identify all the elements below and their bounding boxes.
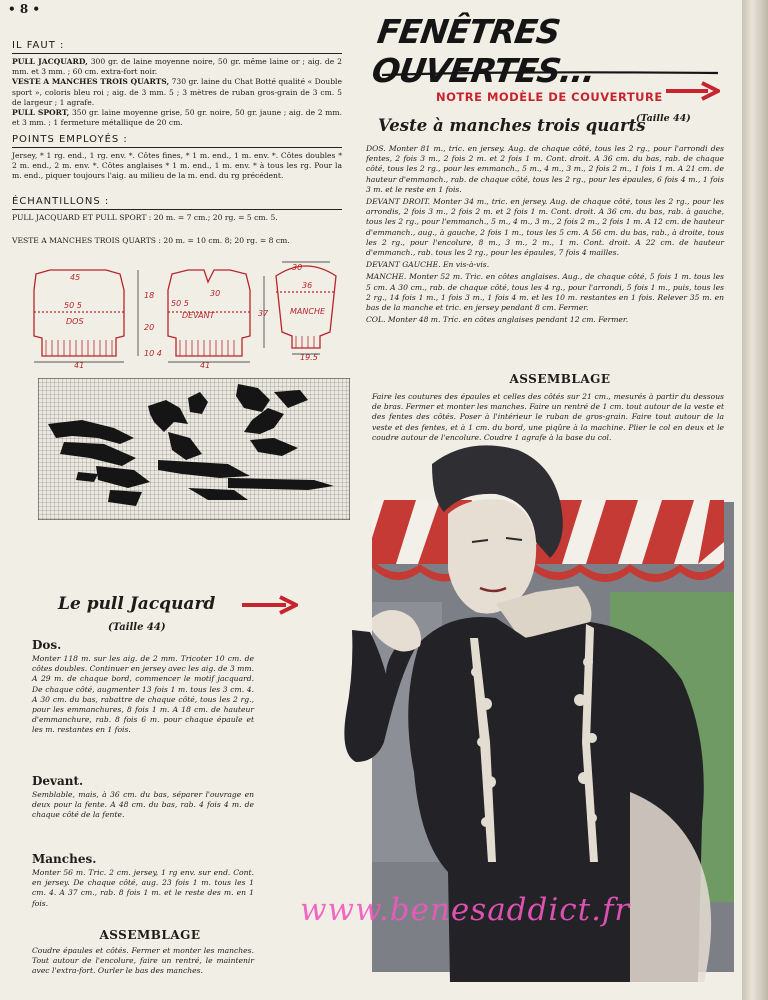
veste-title: Veste à manches trois quarts	[378, 116, 646, 135]
divider	[12, 53, 342, 54]
veste-dos: DOS. Monter 81 m., tric. en jersey. Aug. de chaque côté, tous les 2 rg., pour l'arrondi des fentes, 2 fois 3 m., 2 fois 2 m. et 2 fois 1 m. Cont. droit. A 36 cm. du bas, rab. de chaque côté, tous les 2 rg., pour les emmanch., 5 m., 4 m., 3 m., 2 fois 2 m., 1 fois 1 m. A 21 cm. de hauteur d'emmanch., rab. de chaque côté, tous les 2 rg., pour les épaules, 6 fois 4 m., 1 fois 3 m. et le reste en 1 fois.	[366, 144, 724, 194]
divider	[12, 147, 342, 148]
arrow-icon	[240, 594, 298, 616]
echantillons-line-1: PULL JACQUARD ET PULL SPORT : 20 m. = 7 cm.; 20 rg. = 5 cm. 5.	[12, 213, 278, 222]
page-edge	[742, 0, 768, 1000]
pull-devant-text: Semblable, mais, à 36 cm. du bas, séparer l'ouvrage en deux pour la fente. A 48 cm. du bas, rab. 4 fois 4 m. de chaque côté de la fente.	[32, 790, 254, 820]
schematic-labels	[64, 263, 326, 370]
veste-instructions	[366, 144, 724, 325]
echantillons-line-2: VESTE A MANCHES TROIS QUARTS : 20 m. = 10 cm. 8; 20 rg. = 8 cm.	[12, 236, 290, 245]
dim-label: 50 5	[64, 301, 82, 310]
dos-label: DOS	[66, 317, 84, 326]
dim-label: 30	[210, 289, 221, 298]
veste-devant-droit: DEVANT DROIT. Monter 34 m., tric. en jersey. Aug. de chaque côté, tous les 2 rg., pour les arrondis, 2 fois 3 m., 2 fois 2 m. et 2 fois 1 m. Cont. droit. A 36 cm. du bas, rab. à gauche, tous les 2 rg., pour l'emmanch., 5 m., 4 m., 3 m., 2 fois 2 m., 2 fois 1 m. A 12 cm. de hauteur d'emmanch., aug., à gauche, 2 fois 1 m., tous les 5 cm. A 56 cm. du bas, rab., à droite, tous les 2 rg., pour l'encolure, 8 m., 3 m., 2 m., 1 m. Cont. droit. A 22 cm. de hauteur d'emmanch., rab. tous les 2 rg., pour les épaules, 7 fois 4 mailles.	[366, 197, 724, 258]
pull-dos-heading: Dos.	[32, 638, 62, 652]
points-text: Jersey, * 1 rg. end., 1 rg. env. *. Côtes fines, * 1 m. end., 1 m. env. *. Côtes doubles * 2 m. end., 2 m. env. *. Côtes anglaises * 1 m. end., 1 m. env. * à tous les rg. Pour la m. end., piquer toujours l'aig. au milieu de la m. end. du rg précédent.	[12, 151, 342, 181]
devant-label: DEVANT	[182, 311, 215, 320]
page-title: FENÊTRES OUVERTES...	[369, 12, 598, 90]
arrow-icon	[664, 80, 720, 102]
rib-hatching	[46, 336, 314, 356]
title-underline	[380, 70, 720, 78]
dim-label: 45	[70, 273, 81, 282]
pull-taille: (Taille 44)	[108, 622, 166, 633]
il-faut-item	[12, 77, 342, 108]
item-name: PULL SPORT,	[12, 108, 70, 118]
veste-devant-gauche: DEVANT GAUCHE. En vis-à-vis.	[366, 260, 490, 270]
pull-dos-text: Monter 118 m. sur les aig. de 2 mm. Tricoter 10 cm. de côtes doubles. Continuer en jersey avec les aig. de 3 mm. A 29 m. de chaque bord, commencer le motif jacquard. De chaque côté, augmenter 13 fois 1 m. tous les 3 cm. 4. A 30 cm. du bas, rabattre de chaque côté, tous les 2 rg., pour les emmanchures, 8 fois 1 m. A 18 cm. de hauteur d'emmanchure, rab. 8 fois 6 m. pour chaque épaule et les m. restantes en 1 fois.	[32, 654, 254, 735]
pull-manches-text: Monter 56 m. Tric. 2 cm. jersey, 1 rg env. sur end. Cont. en jersey. De chaque côté, aug. 23 fois 1 m. tous les 1 cm. 4. A 37 cm., rab. 8 fois 1 m. et le reste des m. en 1 fois.	[32, 868, 254, 908]
pull-title: Le pull Jacquard	[58, 594, 216, 614]
dim-label: 37	[258, 309, 269, 318]
item-name: VESTE A MANCHES TROIS QUARTS,	[12, 77, 170, 87]
points-heading: POINTS EMPLOYÉS :	[12, 134, 128, 145]
item-text: 300 gr. de laine moyenne noire, 50 gr. même laine or ; aig. de 2 mm. et 3 mm. ; 60 cm. extra-fort noir.	[12, 57, 342, 77]
dim-label: 41	[200, 361, 211, 370]
page-number: • 8 •	[8, 2, 41, 16]
veste-assemblage-title: ASSEMBLAGE	[509, 372, 611, 386]
pattern-schematic	[20, 256, 350, 374]
veste-assemblage-text: Faire les coutures des épaules et celles des côtés sur 21 cm., mesurés à partir du dessous de bras. Fermer et monter les manches. Faire un rentré de 1 cm. tout autour de la veste et des fentes des côtés. Poser à l'intérieur le ruban de gros-grain. Faire tout autour de la veste et des fentes, et à 1 cm. du bord, une piqûre à la machine. Plier le col en deux et le coudre autour de l'encolure. Coudre 1 agrafe à la base du col.	[372, 392, 724, 442]
dim-label: 20	[144, 323, 155, 332]
dos-outline	[34, 270, 124, 356]
il-faut-list	[12, 57, 342, 128]
il-faut-item	[12, 57, 342, 77]
dim-label: 18	[144, 291, 155, 300]
dim-label: 50 5	[171, 299, 189, 308]
item-name: PULL JACQUARD,	[12, 57, 88, 66]
pull-devant-heading: Devant.	[32, 774, 84, 788]
cover-subtitle: NOTRE MODÈLE DE COUVERTURE	[436, 90, 663, 104]
dim-label: 30	[292, 263, 303, 272]
manche-label: MANCHE	[290, 307, 326, 316]
pull-manches-heading: Manches.	[32, 852, 97, 866]
veste-col: COL. Monter 48 m. Tric. en côtes anglaises pendant 12 cm. Fermer.	[366, 315, 629, 325]
il-faut-heading: IL FAUT :	[12, 40, 65, 51]
il-faut-item	[12, 108, 342, 128]
veste-manche: MANCHE. Monter 52 m. Tric. en côtes anglaises. Aug., de chaque côté, 5 fois 1 m. tous les 5 cm. A 30 cm., rab. de chaque côté, tous les 4 rg., pour l'arrondi, 5 fois 1 m., puis, tous les 2 rg., 14 fois 1 m., 1 fois 3 m., 1 fois 4 m. et les 10 m. restantes en 1 fois. Relever 35 m. en bas de la manche et tric. en jersey pendant 8 cm. Fermer.	[366, 272, 724, 313]
divider	[12, 209, 342, 210]
pull-assemblage-text: Coudre épaules et côtés. Fermer et monter les manches. Tout autour de l'encolure, faire un rentré, le maintenir avec l'extra-fort. Ourler le bas des manches.	[32, 946, 254, 976]
dim-label: 36	[302, 281, 313, 290]
echantillons-heading: ÉCHANTILLONS :	[12, 196, 110, 207]
dim-label: 10 4	[144, 349, 162, 358]
item-text: 730 gr. laine du Chat Botté qualité « Double sport », coloris bleu roi ; aig. de 3 mm. 5 ; 3 mètres de ruban gros-grain de 3 cm. 5 de largeur ; 1 agrafe.	[12, 77, 342, 107]
veste-taille: (Taille 44)	[636, 113, 691, 124]
item-text: 350 gr. laine moyenne grise, 50 gr. noire, 50 gr. jaune ; aig. de 2 mm. et 3 mm. ; 1 fermeture métallique de 20 cm.	[12, 108, 342, 128]
dim-label: 19.5	[300, 353, 318, 362]
watermark: www.benesaddict.fr	[300, 892, 631, 928]
pull-assemblage-title: ASSEMBLAGE	[99, 928, 201, 942]
dim-label: 41	[74, 361, 85, 370]
